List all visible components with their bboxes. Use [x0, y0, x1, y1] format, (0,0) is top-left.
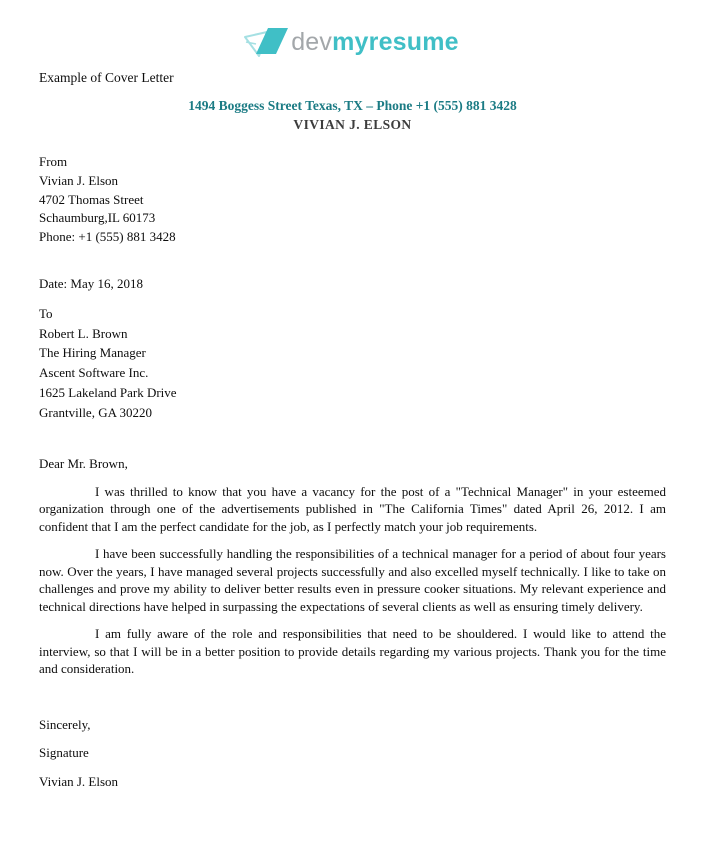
sender-label: From — [39, 154, 68, 169]
body-paragraph-3: I am fully aware of the role and responsibilities that need to be shouldered. I would like to attend the interview, so that I will be in a better position to provide details regarding my various projects. Thank you for the time and consideration. — [39, 626, 666, 677]
salutation: Dear Mr. Brown, — [39, 456, 128, 472]
date-line: Date: May 16, 2018 — [39, 275, 143, 291]
brand-suffix: myresume — [332, 27, 459, 56]
letterhead-name: VIVIAN J. ELSON — [293, 117, 412, 132]
brand-logo — [0, 0, 701, 61]
paper-plane-icon — [242, 23, 288, 61]
recipient-street: 1625 Lakeland Park Drive — [39, 384, 177, 400]
letter-content — [0, 69, 701, 790]
body-paragraph-2: I have been successfully handling the responsibilities of a technical manager for a period of about four years now. Over the years, I have managed several projects successfully and also excelled myself technically. I like to take on challenges and prove my ability to deliver better results even in pressure cooker situations. My relevant experience and technical directions have helped in surpassing the expectations of several clients as well as ensuring timely delivery. — [39, 546, 666, 614]
brand-prefix: dev — [291, 27, 333, 56]
letterhead-address: 1494 Boggess Street Texas, TX – Phone +1 (555) 881 3428 — [188, 98, 517, 113]
signature-label: Signature — [39, 745, 89, 761]
body-paragraph-1: I was thrilled to know that you have a vacancy for the post of a "Technical Manager" in your esteemed organization through one of the advertisements published in "The California Times" dated April 26, 2012. I am confident that I am the perfect candidate for the job, as I perfectly match your job requirements. — [39, 483, 666, 534]
sender-block — [39, 153, 666, 247]
page-title: Example of Cover Letter — [39, 70, 174, 85]
recipient-block — [39, 304, 666, 422]
sender-name: Vivian J. Elson — [39, 172, 119, 188]
signoff: Sincerely, — [39, 716, 91, 732]
sender-phone: Phone: +1 (555) 881 3428 — [39, 229, 176, 245]
signatory-name: Vivian J. Elson — [39, 773, 119, 789]
recipient-city: Grantville, GA 30220 — [39, 404, 153, 420]
recipient-name: Robert L. Brown — [39, 325, 128, 341]
recipient-label: To — [39, 305, 53, 321]
recipient-title: The Hiring Manager — [39, 345, 146, 361]
sender-street: 4702 Thomas Street — [39, 191, 144, 207]
sender-city: Schaumburg,IL 60173 — [39, 210, 156, 226]
recipient-company: Ascent Software Inc. — [39, 365, 149, 381]
brand-name — [291, 27, 459, 56]
